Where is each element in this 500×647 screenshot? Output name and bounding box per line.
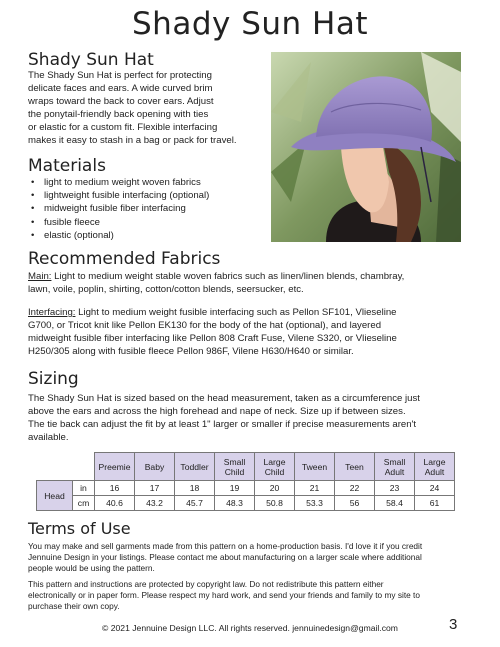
- column-header: Toddler: [175, 453, 215, 481]
- table-cell: 22: [335, 481, 375, 496]
- intro-line: or elastic for a custom fit. Flexible interfacing: [28, 121, 218, 133]
- table-cell: 18: [175, 481, 215, 496]
- fabrics-main-line: Light to medium weight stable woven fabrics such as linen/linen blends, chambray,: [51, 271, 405, 282]
- intro-line: the ponytail-friendly back opening with ties: [28, 108, 209, 120]
- sizing-text: [28, 393, 478, 445]
- terms-heading: Terms of Use: [28, 519, 131, 538]
- table-cell: 23: [375, 481, 415, 496]
- table-cell: 16: [95, 481, 135, 496]
- table-cell: 24: [415, 481, 455, 496]
- fabrics-heading: Recommended Fabrics: [28, 249, 221, 269]
- fabrics-main-label: Main:: [28, 271, 52, 282]
- table-cell: 19: [215, 481, 255, 496]
- table-cell: 43.2: [135, 496, 175, 511]
- hat-photo-illustration: [271, 52, 461, 242]
- sizing-line: above the ears and across the high forehead and nape of neck. Size up if between sizes.: [28, 405, 406, 417]
- terms-line: purchase their own copy.: [28, 601, 120, 611]
- table-cell: 61: [415, 496, 455, 511]
- column-header: Large Adult: [415, 453, 455, 481]
- size-chart-table: [36, 452, 455, 511]
- sizing-line: available.: [28, 431, 69, 443]
- table-cell: 53.3: [295, 496, 335, 511]
- table-empty-corner: [37, 453, 73, 481]
- terms-line: This pattern and instructions are protected by copyright law. Do not redistribute this pattern either: [28, 579, 384, 589]
- intro-line: delicate faces and ears. A wide curved brim: [28, 82, 213, 94]
- sizing-heading: Sizing: [28, 369, 79, 389]
- terms-paragraph-1: [28, 541, 484, 574]
- column-header: Tween: [295, 453, 335, 481]
- row-label-head: Head: [37, 481, 73, 511]
- intro-text: [28, 70, 268, 147]
- fabrics-interfacing-text: [28, 307, 478, 359]
- table-cell: 40.6: [95, 496, 135, 511]
- intro-line: wraps toward the back to cover ears. Adjust: [28, 95, 214, 107]
- column-header: Small Adult: [375, 453, 415, 481]
- unit-cell: cm: [73, 496, 95, 511]
- terms-line: electronically or in paper form. Please respect my hard work, and send your friends and family to my site to: [28, 590, 420, 600]
- table-cell: 56: [335, 496, 375, 511]
- terms-line: people would be using the pattern.: [28, 563, 155, 573]
- column-header: Preemie: [95, 453, 135, 481]
- sizing-line: The Shady Sun Hat is sized based on the head measurement, taken as a circumference just: [28, 393, 420, 404]
- fabrics-interfacing-line: H250/305 along with fusible fleece Pellon 986F, Vilene H630/H640 or similar.: [28, 345, 354, 357]
- table-cell: 58.4: [375, 496, 415, 511]
- table-cell: 50.8: [255, 496, 295, 511]
- table-cell: 48.3: [215, 496, 255, 511]
- fabrics-main-text: [28, 271, 478, 297]
- page-number: 3: [449, 616, 458, 633]
- terms-line: Jennuine Design in your listings. Please contact me about manufacturing on a larger scale where additional: [28, 552, 422, 562]
- table-cell: 20: [255, 481, 295, 496]
- table-header-row: [37, 453, 455, 481]
- list-item: • light to medium weight woven fabrics: [28, 176, 209, 189]
- unit-cell: in: [73, 481, 95, 496]
- intro-heading: Shady Sun Hat: [28, 50, 154, 70]
- table-row: [37, 496, 455, 511]
- fabrics-interfacing-line: G700, or Tricot knit like Pellon EK130 for the body of the hat (optional), and layered: [28, 319, 382, 331]
- fabrics-interfacing-line: midweight fusible fiber interfacing like Pellon 808 Craft Fuse, Vilene S320, or Vlieseline: [28, 332, 397, 344]
- intro-line: The Shady Sun Hat is perfect for protecting: [28, 70, 212, 81]
- list-item: • elastic (optional): [28, 229, 209, 242]
- column-header: Large Child: [255, 453, 295, 481]
- fabrics-interfacing-line: Light to medium weight fusible interfacing such as Pellon SF101, Vlieseline: [75, 307, 397, 318]
- column-header: Baby: [135, 453, 175, 481]
- table-cell: 21: [295, 481, 335, 496]
- list-item: • fusible fleece: [28, 216, 209, 229]
- sizing-line: The tie back can adjust the fit by at least 1" larger or smaller if precise measurements aren't: [28, 418, 417, 430]
- list-item: • lightweight fusible interfacing (optional): [28, 189, 209, 202]
- terms-paragraph-2: [28, 579, 484, 612]
- list-item: • midweight fusible fiber interfacing: [28, 202, 209, 215]
- column-header: Teen: [335, 453, 375, 481]
- fabrics-main-line: lawn, voile, poplin, shirting, cotton/cotton blends, seersucker, etc.: [28, 283, 304, 295]
- table-cell: 45.7: [175, 496, 215, 511]
- materials-heading: Materials: [28, 156, 106, 176]
- page-title: Shady Sun Hat: [132, 6, 368, 42]
- materials-list: [28, 176, 209, 242]
- column-header: Small Child: [215, 453, 255, 481]
- hat-photo: [271, 52, 461, 242]
- fabrics-interfacing-label: Interfacing:: [28, 307, 76, 318]
- table-cell: 17: [135, 481, 175, 496]
- copyright-footer: © 2021 Jennuine Design LLC. All rights reserved. jennuinedesign@gmail.com: [102, 623, 398, 633]
- terms-line: You may make and sell garments made from this pattern on a home-production basis. I'd love it if you credit: [28, 541, 423, 551]
- table-row: [37, 481, 455, 496]
- intro-line: makes it easy to stash in a bag or pack for travel.: [28, 134, 237, 146]
- table-empty-corner: [73, 453, 95, 481]
